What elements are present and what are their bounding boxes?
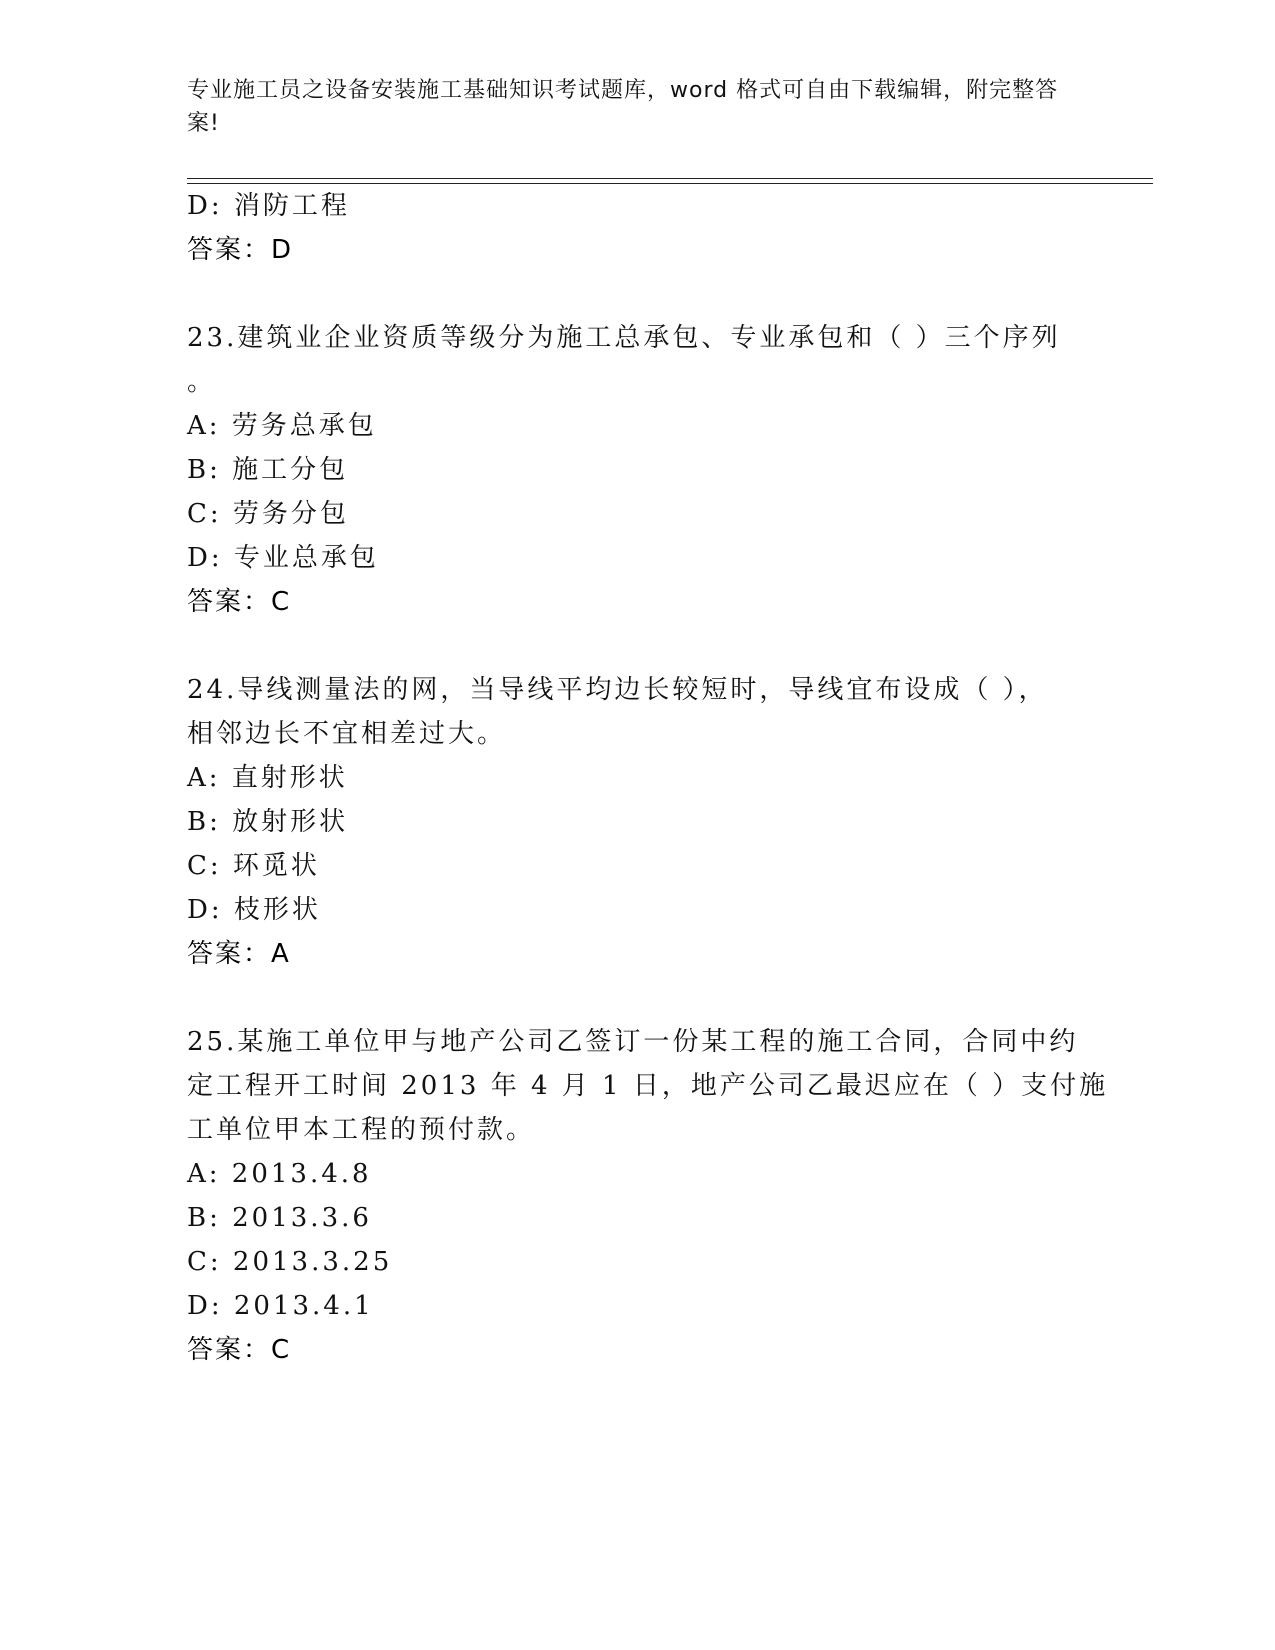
header-divider-bottom — [187, 183, 1153, 184]
q25-stem-line1: 25.某施工单位甲与地产公司乙签订一份某工程的施工合同，合同中约 — [187, 1027, 1079, 1057]
q23-option-d: D: 专业总承包 — [187, 543, 379, 573]
q23-stem-line2: 。 — [187, 367, 217, 397]
q22-option-d: D: 消防工程 — [187, 191, 350, 221]
q23-answer: 答案：C — [187, 587, 292, 617]
q25-option-d: D: 2013.4.1 — [187, 1291, 374, 1321]
q25-option-b: B: 2013.3.6 — [187, 1203, 372, 1233]
document-header: 专业施工员之设备安装施工基础知识考试题库，word 格式可自由下载编辑，附完整答案! — [187, 78, 1059, 136]
q24-option-c: C: 环觅状 — [187, 851, 320, 881]
q25-option-c: C: 2013.3.25 — [187, 1247, 393, 1277]
q24-stem-line2: 相邻边长不宜相差过大。 — [187, 719, 507, 749]
q24-answer: 答案：A — [187, 939, 291, 969]
q22-answer: 答案：D — [187, 235, 294, 265]
q24-stem-line1: 24.导线测量法的网，当导线平均边长较短时，导线宜布设成（ ）， — [187, 675, 1048, 705]
q25-option-a: A: 2013.4.8 — [187, 1159, 372, 1189]
q25-answer: 答案：C — [187, 1335, 292, 1365]
header-divider-top — [187, 178, 1153, 179]
q23-option-c: C: 劳务分包 — [187, 499, 349, 529]
q23-option-b: B: 施工分包 — [187, 455, 349, 485]
q23-option-a: A: 劳务总承包 — [187, 411, 377, 441]
q25-stem-line3: 工单位甲本工程的预付款。 — [187, 1115, 536, 1145]
q25-stem-line2: 定工程开工时间 2013 年 4 月 1 日，地产公司乙最迟应在（ ）支付施 — [187, 1071, 1109, 1101]
q24-option-d: D: 枝形状 — [187, 895, 321, 925]
q24-option-b: B: 放射形状 — [187, 807, 349, 837]
q23-stem-line1: 23.建筑业企业资质等级分为施工总承包、专业承包和（ ）三个序列 — [187, 323, 1061, 353]
q24-option-a: A: 直射形状 — [187, 763, 348, 793]
